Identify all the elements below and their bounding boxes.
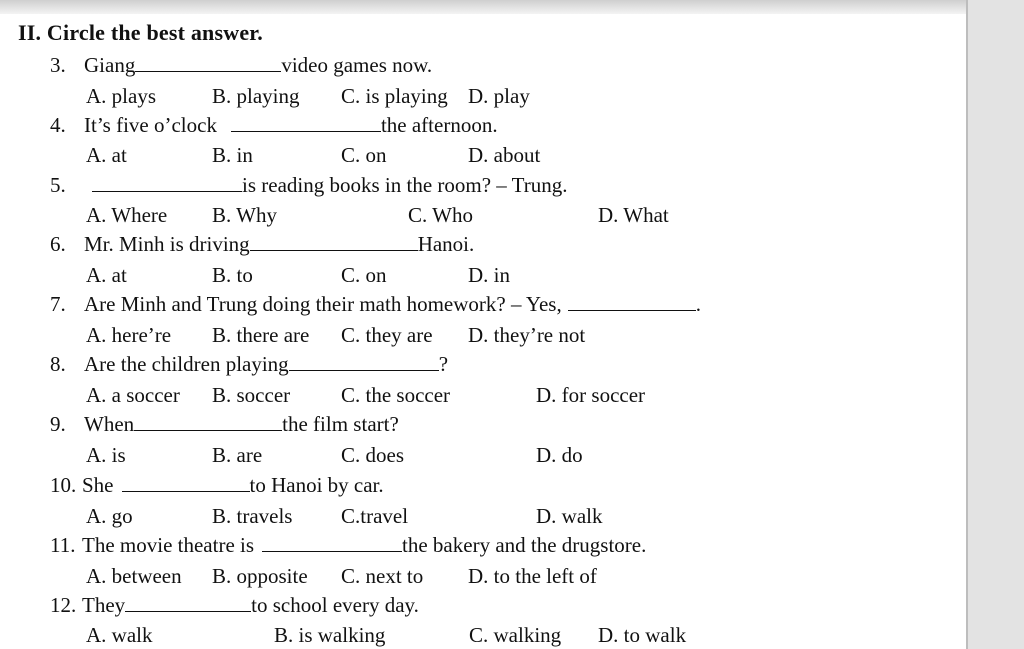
answer-blank — [135, 53, 281, 72]
option-a[interactable]: A. at — [86, 143, 127, 167]
question-number: 6. — [50, 232, 66, 256]
question-4 — [50, 113, 498, 138]
option-c[interactable]: C. they are — [341, 323, 433, 347]
question-6 — [50, 232, 474, 257]
question-number: 5. — [50, 173, 66, 197]
answer-blank — [568, 292, 696, 311]
answer-blank — [231, 113, 381, 132]
option-c[interactable]: C. walking — [469, 623, 562, 647]
question-text-before: It’s five o’clock — [84, 113, 217, 137]
question-text-after: . — [695, 292, 701, 316]
option-a[interactable]: A. go — [86, 504, 133, 528]
question-5 — [50, 173, 568, 198]
answer-blank — [250, 232, 418, 251]
option-a[interactable]: A. between — [86, 564, 182, 588]
question-number: 7. — [50, 292, 66, 316]
option-d[interactable]: D. do — [536, 443, 583, 467]
option-b[interactable]: B. playing — [212, 84, 300, 108]
option-d[interactable]: D. to walk — [598, 623, 687, 647]
question-text-after: Hanoi. — [417, 232, 475, 256]
option-c[interactable]: C. is playing — [341, 84, 448, 108]
option-c[interactable]: C.travel — [341, 504, 409, 528]
option-b[interactable]: B. opposite — [212, 564, 308, 588]
option-d[interactable]: D. What — [598, 203, 669, 227]
question-text-after: to school every day. — [251, 593, 419, 617]
option-b[interactable]: B. there are — [212, 323, 310, 347]
question-text-before: They — [82, 593, 126, 617]
option-b[interactable]: B. to — [212, 263, 253, 287]
option-b[interactable]: B. is walking — [274, 623, 386, 647]
option-b[interactable]: B. in — [212, 143, 253, 167]
question-10 — [50, 473, 384, 498]
section-title: II. Circle the best answer. — [18, 20, 263, 45]
question-number: 4. — [50, 113, 66, 137]
option-c[interactable]: C. next to — [341, 564, 424, 588]
answer-blank — [92, 173, 242, 192]
question-number: 3. — [50, 53, 66, 77]
answer-blank — [289, 352, 439, 371]
question-number: 11. — [50, 533, 76, 557]
option-d[interactable]: D. in — [468, 263, 510, 287]
option-c[interactable]: C. on — [341, 143, 387, 167]
question-number: 8. — [50, 352, 66, 376]
question-11 — [50, 533, 646, 558]
question-text-before: When — [84, 412, 135, 436]
option-b[interactable]: B. travels — [212, 504, 293, 528]
question-text-after: to Hanoi by car. — [249, 473, 384, 497]
option-a[interactable]: A. at — [86, 263, 127, 287]
option-c[interactable]: C. the soccer — [341, 383, 451, 407]
question-text-after: the film start? — [282, 412, 399, 436]
question-number: 9. — [50, 412, 66, 436]
option-d[interactable]: D. play — [468, 84, 530, 108]
answer-blank — [134, 412, 282, 431]
question-8 — [50, 352, 448, 377]
option-d[interactable]: D. walk — [536, 504, 603, 528]
right-margin — [968, 0, 1024, 649]
option-b[interactable]: B. are — [212, 443, 263, 467]
question-text-before: Giang — [84, 53, 136, 77]
question-3 — [50, 53, 432, 78]
option-c[interactable]: C. does — [341, 443, 404, 467]
option-c[interactable]: C. Who — [408, 203, 473, 227]
question-text-before: The movie theatre is — [82, 533, 255, 557]
option-c[interactable]: C. on — [341, 263, 387, 287]
question-7 — [50, 292, 701, 317]
question-text-after: video games now. — [281, 53, 433, 77]
question-number: 12. — [50, 593, 77, 617]
top-edge — [0, 0, 966, 14]
option-d[interactable]: D. for soccer — [536, 383, 646, 407]
option-a[interactable]: A. Where — [86, 203, 168, 227]
question-text-after: the bakery and the drugstore. — [402, 533, 647, 557]
question-text-before: She — [82, 473, 114, 497]
option-a[interactable]: A. here’re — [86, 323, 172, 347]
answer-blank — [122, 473, 250, 492]
question-text-before: Are Minh and Trung doing their math homework? – Yes, — [84, 292, 562, 316]
option-a[interactable]: A. a soccer — [86, 383, 180, 407]
option-d[interactable]: D. to the left of — [468, 564, 597, 588]
option-a[interactable]: A. plays — [86, 84, 156, 108]
question-text-after: ? — [438, 352, 449, 376]
option-b[interactable]: B. Why — [212, 203, 277, 227]
answer-blank — [125, 593, 251, 612]
option-a[interactable]: A. is — [86, 443, 126, 467]
option-d[interactable]: D. about — [468, 143, 541, 167]
question-text-before: Mr. Minh is driving — [84, 232, 250, 256]
question-9 — [50, 412, 399, 437]
option-d[interactable]: D. they’re not — [468, 323, 586, 347]
question-text-after: is reading books in the room? – Trung. — [242, 173, 568, 197]
question-number: 10. — [50, 473, 77, 497]
question-text-before: Are the children playing — [84, 352, 289, 376]
question-text-after: the afternoon. — [380, 113, 498, 137]
option-a[interactable]: A. walk — [86, 623, 153, 647]
option-b[interactable]: B. soccer — [212, 383, 291, 407]
answer-blank — [262, 533, 402, 552]
question-12 — [50, 593, 419, 618]
